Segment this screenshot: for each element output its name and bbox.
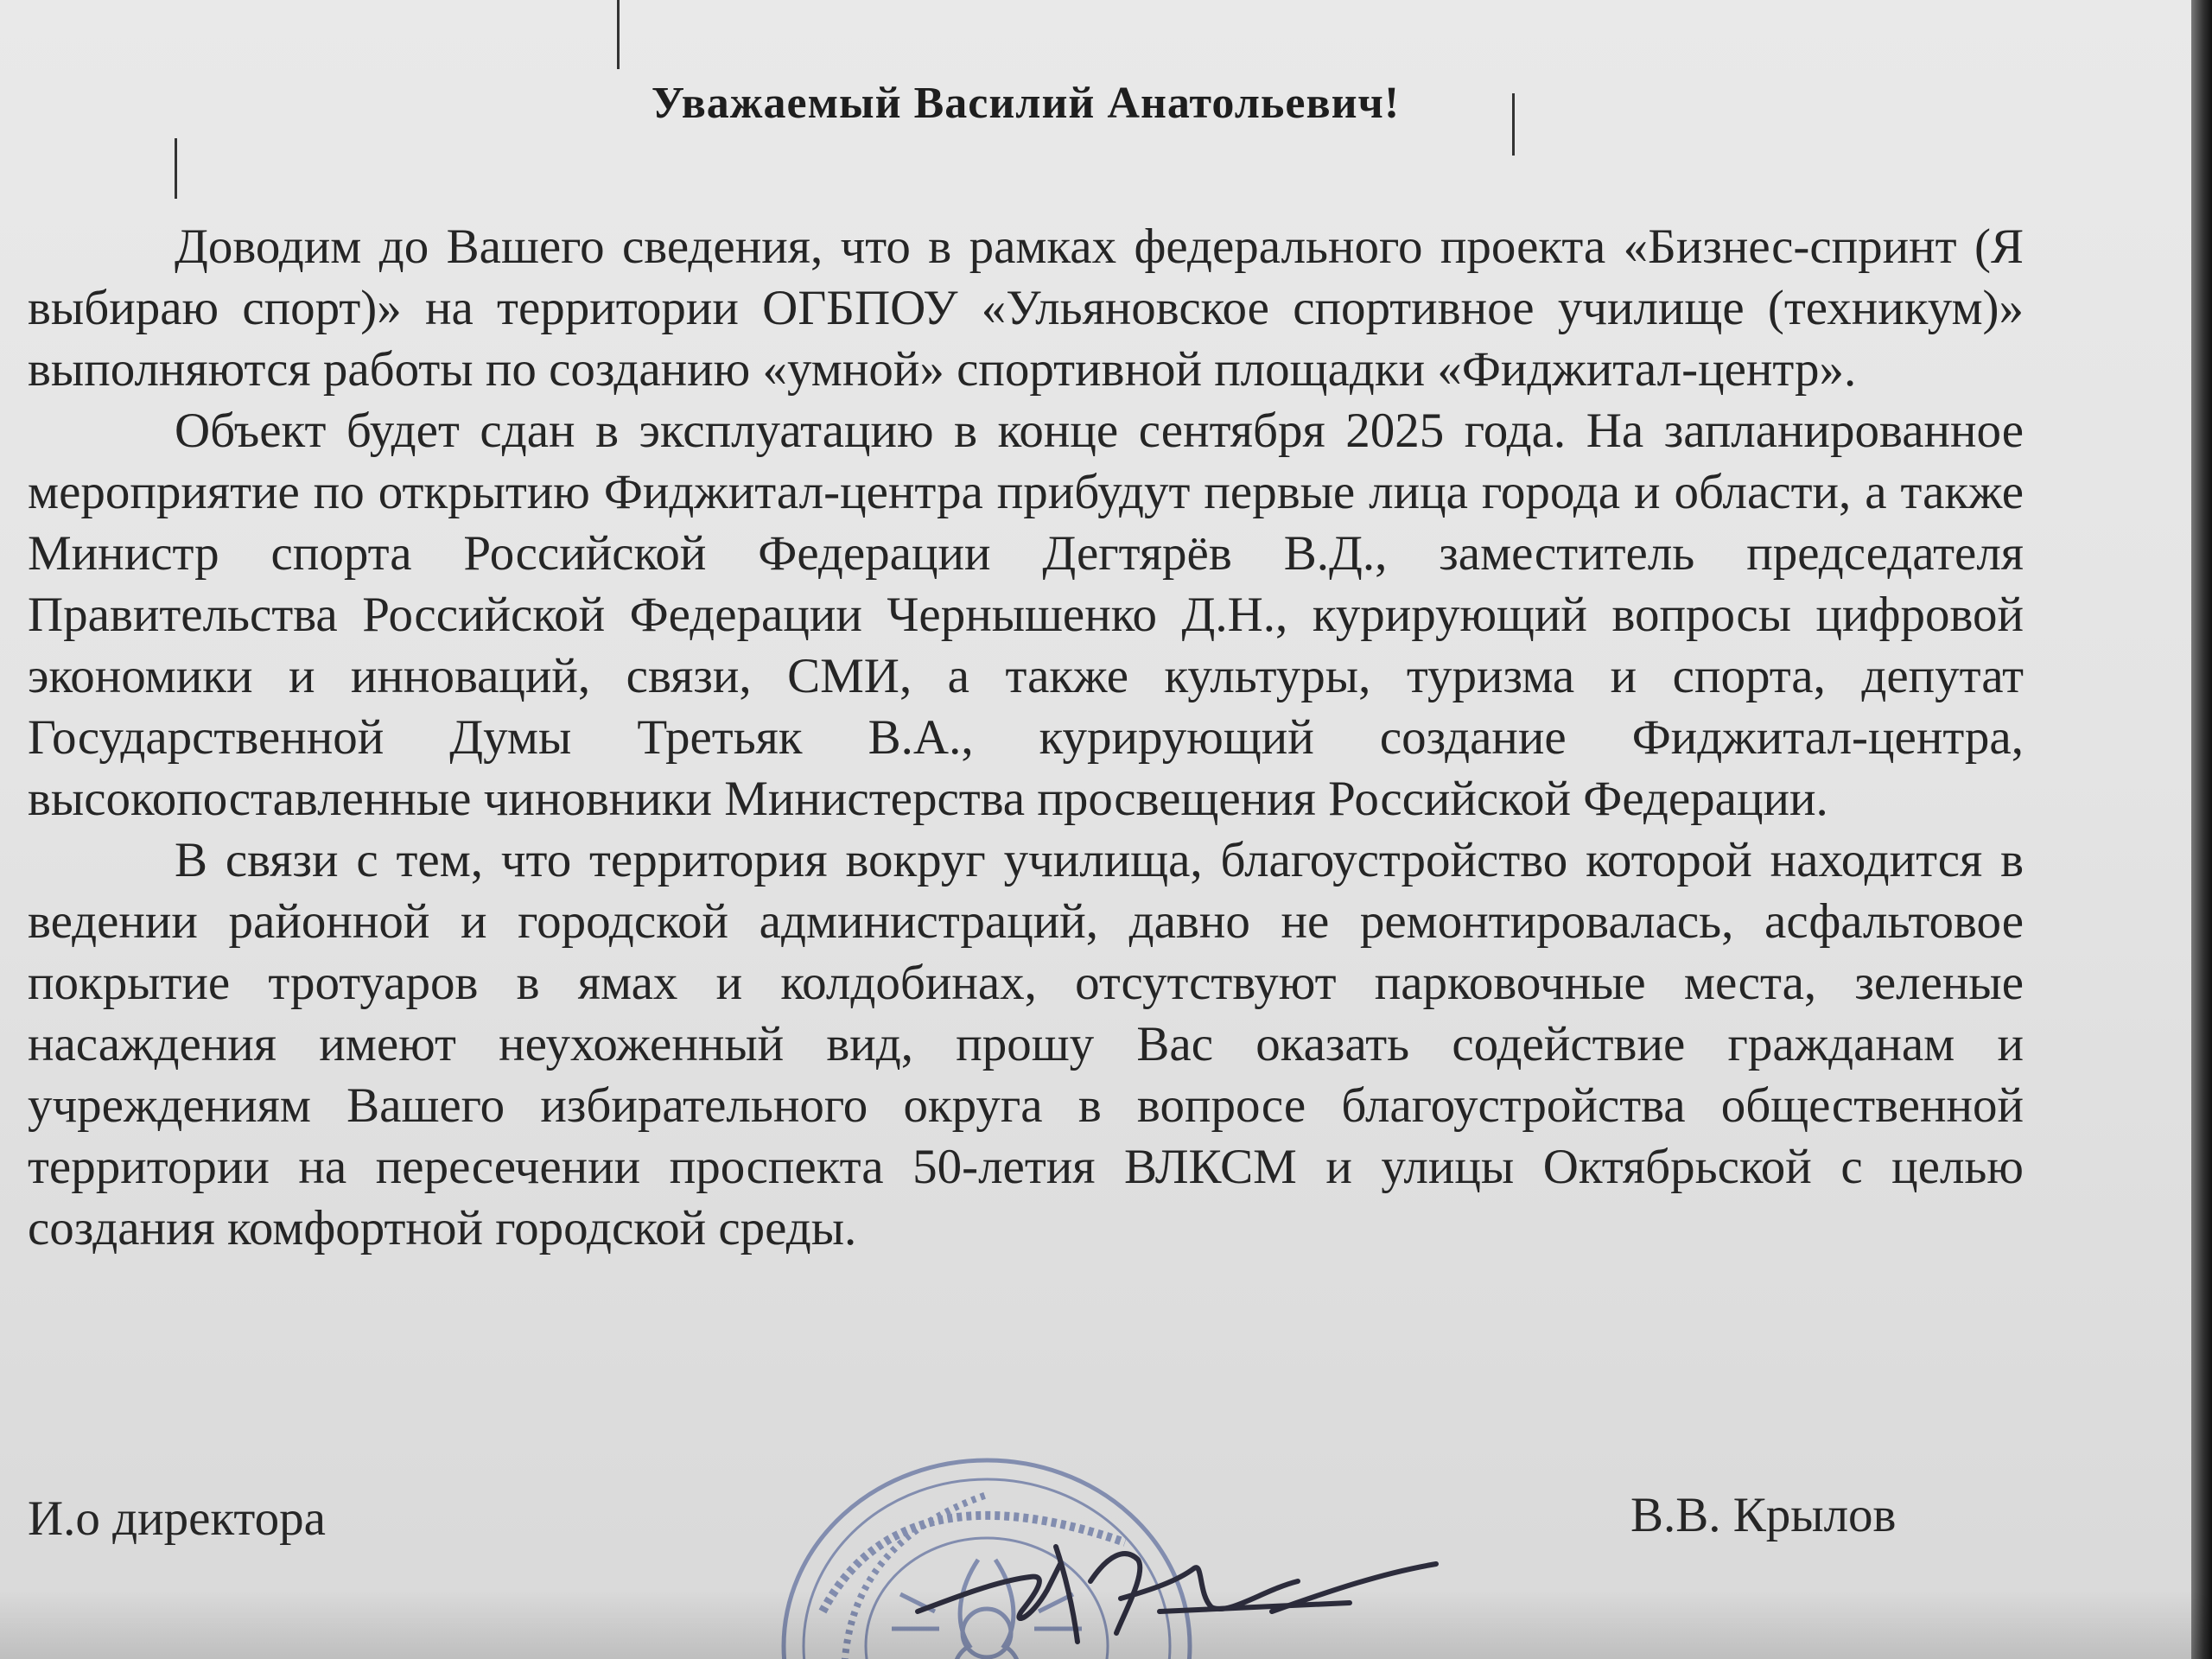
letter-page xyxy=(28,60,2024,1659)
paragraph-1: Доводим до Вашего сведения, что в рамках федерального проекта «Бизнес-спринт (Я выбираю спорт)» на территории ОГБПОУ «Ульяновское спортивное училище (техникум)» выполняются работы по созданию «умной» спортивной площадки «Фиджитал-центр». xyxy=(28,219,2024,397)
monitor-bezel xyxy=(2191,0,2212,1659)
screen-shadow xyxy=(0,1590,2212,1659)
signer-title: И.о директора xyxy=(28,1491,326,1546)
letter-salutation: Уважаемый Василий Анатольевич! xyxy=(651,79,1401,128)
signer-name: В.В. Крылов xyxy=(1630,1488,1897,1542)
text-cursor-left xyxy=(175,138,177,199)
letter-body xyxy=(28,216,2024,1259)
paragraph-3: В связи с тем, что территория вокруг училища, благоустройство которой находится в ведении районной и городской администраций, давно не ремонтировалась, асфальтовое покрытие тротуаров в ямах и колдобинах, отсутствуют парковочные места, зеленые насаждения имеют неухоженный вид, прошу Вас оказать содействие гражданам и учреждениям Вашего избирательного округа в вопросе благоустройства общественной территории на пересечении проспекта 50-летия ВЛКСМ и улицы Октябрьской с целью создания комфортной городской среды. xyxy=(28,833,2024,1255)
paragraph-2: Объект будет сдан в эксплуатацию в конце сентября 2025 года. На запланированное мероприятие по открытию Фиджитал-центра прибудут первые лица города и области, а также Министр спорта Российской Федерации Дегтярёв В.Д., заместитель председателя Правительства Российской Федерации Чернышенко Д.Н., курирующий вопросы цифровой экономики и инноваций, связи, СМИ, а также культуры, туризма и спорта, депутат Государственной Думы Третьяк В.А., курирующий создание Фиджитал-центра, высокопоставленные чиновники Министерства просвещения Российской Федерации. xyxy=(28,404,2024,826)
text-cursor-top xyxy=(617,0,620,69)
